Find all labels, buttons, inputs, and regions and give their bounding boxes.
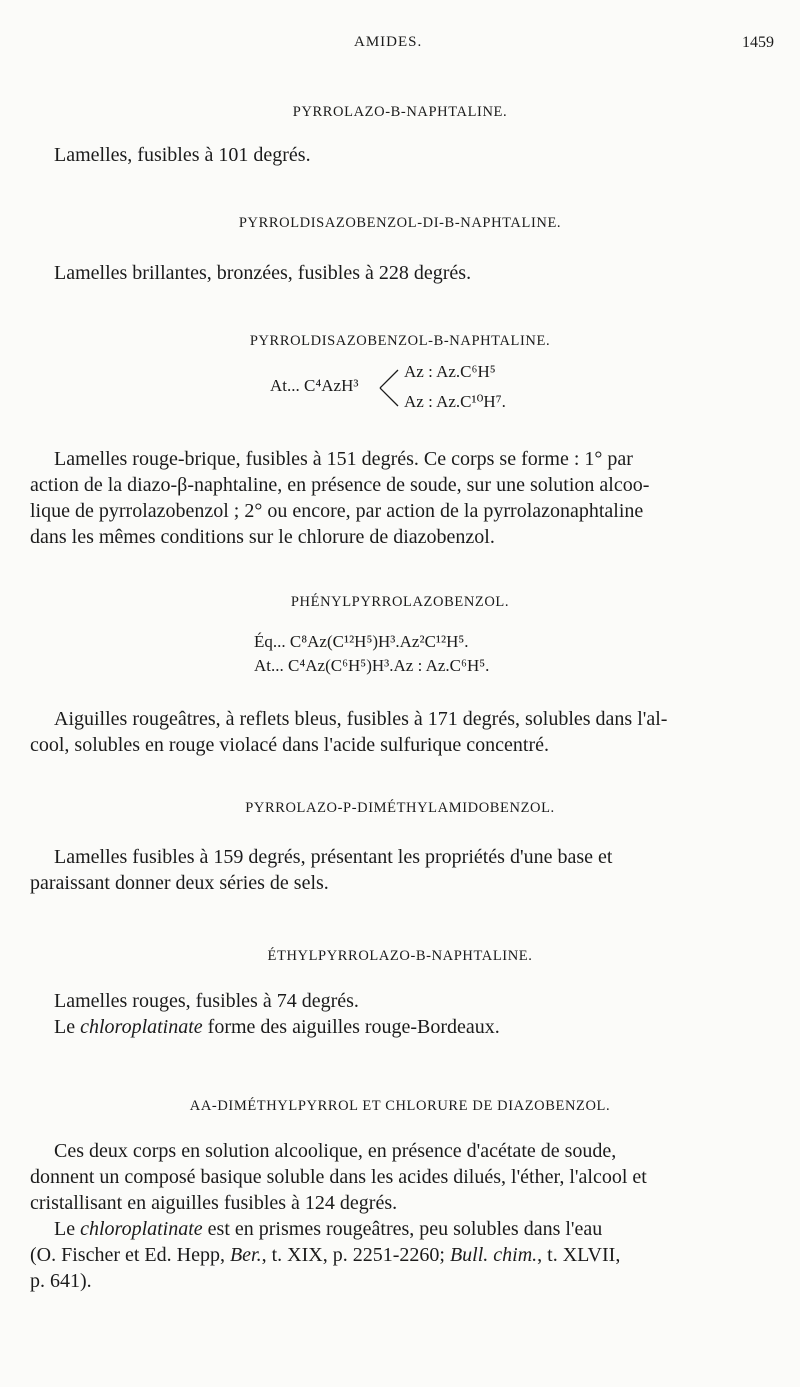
paragraph: Lamelles rouges, fusibles à 74 degrés. <box>54 990 359 1012</box>
paragraph-line: donnent un composé basique soluble dans les acides dilués, l'éther, l'alcool et <box>30 1166 647 1188</box>
paragraph <box>30 706 768 758</box>
running-title: AMIDES. <box>354 34 423 50</box>
paragraph <box>54 1016 500 1039</box>
paragraph: Lamelles, fusibles à 101 degrés. <box>54 144 311 166</box>
paragraph-line: Lamelles rouge-brique, fusibles à 151 degrés. Ce corps se forme : 1° par <box>54 448 633 470</box>
section-heading: PYRROLAZO-Β-NAPHTALINE. <box>292 104 508 120</box>
section-heading: ΑΑ-DIMÉTHYLPYRROL ET CHLORURE DE DIAZOBENZOL. <box>189 1098 611 1114</box>
section-heading: PYRROLDISAZOBENZOL-Β-NAPHTALINE. <box>249 333 551 349</box>
paragraph-line: cristallisant en aiguilles fusibles à 124 degrés. <box>30 1192 398 1214</box>
paragraph-line: Aiguilles rougeâtres, à reflets bleus, fusibles à 171 degrés, solubles dans l'al- <box>54 708 668 730</box>
italic-term: chloroplatinate <box>80 1218 203 1240</box>
text-fragment: (O. Fischer et Ed. Hepp, <box>30 1244 230 1266</box>
text-fragment: forme des aiguilles rouge-Bordeaux. <box>202 1016 500 1038</box>
paragraph <box>30 446 768 550</box>
paragraph-line: cool, solubles en rouge violacé dans l'acide sulfurique concentré. <box>30 734 549 756</box>
section-heading: PYRROLDISAZOBENZOL-DI-Β-NAPHTALINE. <box>238 215 562 231</box>
italic-term: Ber. <box>229 1244 262 1266</box>
formula-branch-bottom: Az : Az.C¹⁰H⁷. <box>404 392 506 411</box>
paragraph-line: paraissant donner deux séries de sels. <box>30 872 329 894</box>
formula-branch-top: Az : Az.C⁶H⁵ <box>404 362 496 381</box>
text-fragment: Le <box>54 1218 81 1240</box>
paragraph-line: lique de pyrrolazobenzol ; 2° ou encore, par action de la pyrrolazonaphtaline <box>30 500 644 522</box>
paragraph-line: dans les mêmes conditions sur le chlorure de diazobenzol. <box>30 526 495 548</box>
page-number: 1459 <box>742 34 774 51</box>
paragraph-line <box>30 1216 768 1242</box>
italic-term: Bull. chim. <box>449 1244 538 1266</box>
reference-line: p. 641). <box>30 1270 92 1292</box>
section-heading: PHÉNYLPYRROLAZOBENZOL. <box>290 594 510 610</box>
text-fragment: Le <box>54 1016 81 1038</box>
page-header <box>0 34 800 58</box>
formula-prefix: At... C⁴AzH³ <box>270 376 359 395</box>
branch-bracket <box>378 366 402 412</box>
paragraph <box>30 1138 768 1294</box>
paragraph-line: Lamelles fusibles à 159 degrés, présentant les propriétés d'une base et <box>54 846 613 868</box>
text-fragment: , t. XIX, p. 2251-2260; <box>261 1244 450 1266</box>
section-heading: PYRROLAZO-P-DIMÉTHYLAMIDOBENZOL. <box>245 800 555 816</box>
paragraph-line: action de la diazo-β-naphtaline, en présence de soude, sur une solution alcoo- <box>30 474 650 496</box>
italic-term: chloroplatinate <box>80 1016 203 1038</box>
paragraph-line: Ces deux corps en solution alcoolique, en présence d'acétate de soude, <box>54 1140 617 1162</box>
formula-at: At... C⁴Az(C⁶H⁵)H³.Az : Az.C⁶H⁵. <box>254 656 490 675</box>
reference-line <box>30 1242 768 1268</box>
section-heading: ÉTHYLPYRROLAZO-Β-NAPHTALINE. <box>267 948 533 964</box>
paragraph: Lamelles brillantes, bronzées, fusibles à 228 degrés. <box>54 262 472 284</box>
text-fragment: est en prismes rougeâtres, peu solubles dans l'eau <box>202 1218 603 1240</box>
paragraph <box>30 844 768 896</box>
formula-eq: Éq... C⁸Az(C¹²H⁵)H³.Az²C¹²H⁵. <box>254 632 469 651</box>
text-fragment: , t. XLVII, <box>537 1244 621 1266</box>
